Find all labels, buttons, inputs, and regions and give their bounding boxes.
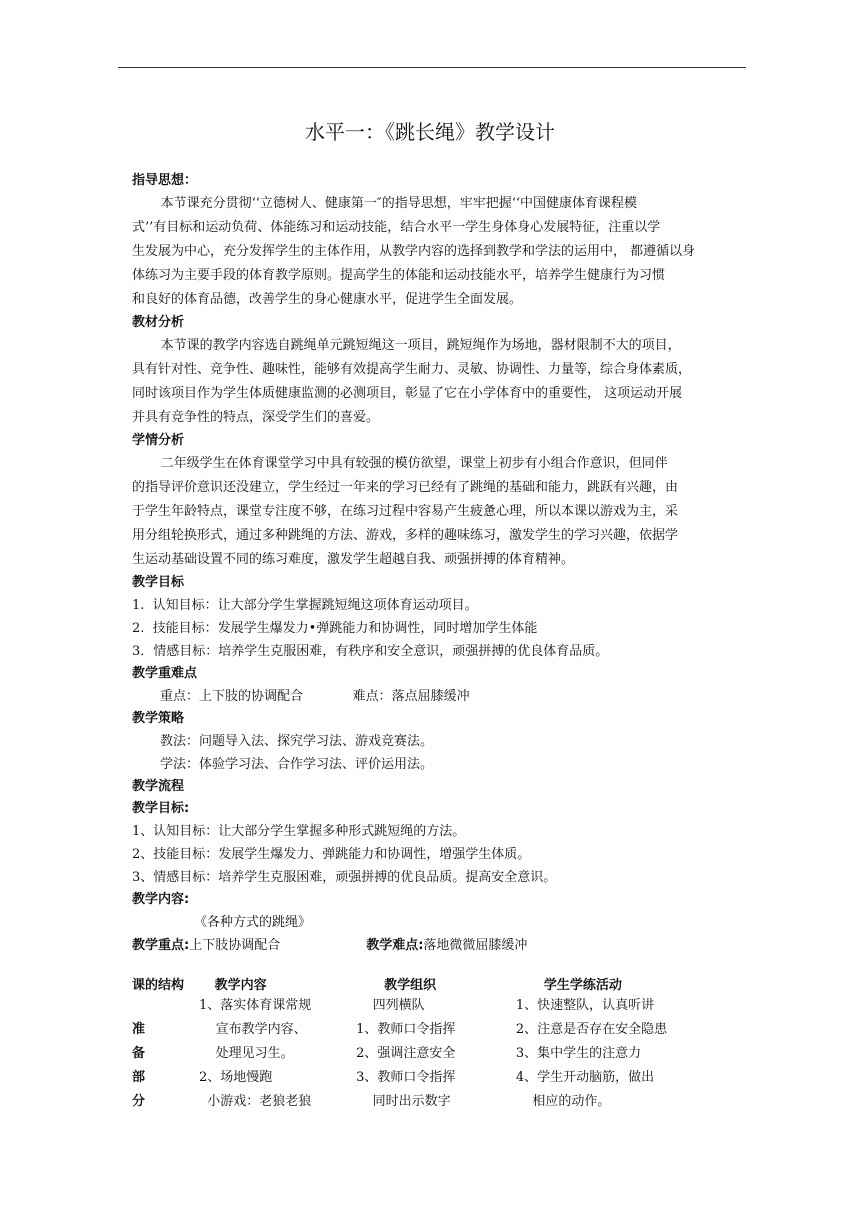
table-header: 课的结构 (132, 977, 185, 993)
table-cell: 3、集中学生的注意力 (515, 1046, 642, 1061)
key-label: 教学重点: (132, 938, 190, 953)
paragraph-line: 同时该项目作为学生体质健康监测的必测项目，彰显了它在小学体育中的重要性， 这项运动开展 (132, 386, 683, 401)
content-value: 《各种方式的跳绳》 (194, 915, 312, 930)
document-body (132, 170, 748, 1114)
table-header: 教学内容 (214, 977, 267, 993)
goal-item: 3．情感目标：培养学生克服困难，有秩序和安全意识，顽强拼搏的优良体育品质。 (132, 644, 609, 659)
strategy-heading: 教学策略 (132, 711, 185, 726)
table-cell (132, 994, 187, 1018)
table-row (132, 994, 748, 1018)
strategy-item: 学法：体验学习法、合作学习法、评价运用法。 (160, 757, 434, 772)
paragraph-line: 二年级学生在体育课堂学习中具有较强的模仿欲望，课堂上初步有小组合作意识，但同伴 (160, 456, 668, 471)
material-paragraph (132, 334, 748, 430)
table-row (132, 1018, 748, 1042)
table-header: 学生学练活动 (543, 977, 622, 993)
table-row (132, 1042, 748, 1066)
table-cell: 小游戏：老狼老狼 (186, 1094, 312, 1109)
goal-item: 1. 认知目标：让大部分学生掌握跳短绳这项体育运动项目。 (132, 598, 478, 613)
guiding-heading: 指导思想： (132, 173, 198, 188)
key-value: 上下肢协调配合 (189, 938, 281, 953)
header-rule (118, 67, 746, 68)
paragraph-line: 并具有竞争性的特点，深受学生们的喜爱。 (132, 410, 380, 425)
paragraph-line: 本节课充分贯彻‘‘立德树人、健康第一″的指导思想，牢牢把握‘‘中国健康体育课程模 (160, 196, 637, 211)
lesson-table (132, 972, 748, 1114)
students-heading: 学情分析 (132, 433, 185, 448)
paragraph-line: 具有针对性、竞争性、趣味性，能够有效提高学生耐力、灵敏、协调性、力量等，综合身体素质， (132, 362, 692, 377)
table-cell: 分 (132, 1094, 146, 1109)
paragraph-line: 体练习为主要手段的体育教学原则。提高学生的体能和运动技能水平，培养学生健康行为习惯 (132, 268, 666, 283)
students-paragraph (132, 452, 748, 572)
table-row (132, 1066, 748, 1090)
table-cell: 3、教师口令指挥 (356, 1070, 456, 1085)
paragraph-line: 式’’有目标和运动负荷、体能练习和运动技能，结合水平一学生身体身心发展特征，注重以学 (132, 220, 661, 235)
table-cell: 备 (132, 1046, 146, 1061)
goal-item: 2、技能目标：发展学生爆发力、弹跳能力和协调性，增强学生体质。 (132, 847, 531, 862)
table-cell: 4、学生开动脑筋，做出 (515, 1070, 655, 1085)
table-cell: 处理见习生。 (186, 1046, 294, 1061)
paragraph-line: 用分组轮换形式，通过多种跳绳的方法、游戏，多样的趣味练习，激发学生的学习兴趣，依据学 (132, 528, 679, 543)
table-header-row (132, 972, 748, 994)
table-header: 教学组织 (384, 977, 437, 993)
table-cell: 1、快速整队，认真听讲 (515, 998, 655, 1013)
table-cell: 同时出示数字 (356, 1094, 451, 1109)
table-cell: 四列横队 (356, 998, 425, 1013)
table-cell: 部 (132, 1070, 146, 1085)
keypoints-heading: 教学重难点 (132, 666, 198, 681)
material-heading: 教材分析 (132, 315, 185, 330)
table-cell: 2、强调注意安全 (356, 1046, 456, 1061)
paragraph-line: 和良好的体育品德，改善学生的身心健康水平，促进学生全面发展。 (132, 292, 523, 307)
table-cell: 相应的动作。 (515, 1094, 611, 1109)
paragraph-line: 生运动基础设置不同的练习难度，激发学生超越自我、顽强拼搏的体育精神。 (132, 552, 575, 567)
goal-item: 2. 技能目标：发展学生爆发力•弹跳能力和协调性，同时增加学生体能 (132, 621, 538, 636)
paragraph-line: 本节课的教学内容选自跳绳单元跳短绳这一项目，跳短绳作为场地，器材限制不大的项目， (160, 338, 681, 353)
paragraph-line: 生发展为中心，充分发挥学生的主体作用，从教学内容的选择到教学和学法的运用中， 都遵循以身 (132, 244, 696, 259)
difficulty-value: 落地微微屈膝缓冲 (423, 938, 528, 953)
goals-heading: 教学目标 (132, 575, 185, 590)
keypoints-line: 重点：上下肢的协调配合 难点：落点屈膝缓冲 (160, 689, 470, 704)
goal-item: 3、情感目标：培养学生克服困难，顽强拼搏的优良品质。提高安全意识。 (132, 870, 557, 885)
table-cell: 1、落实体育课常规 (186, 998, 312, 1013)
strategy-item: 教法：问题导入法、探究学习法、游戏竞赛法。 (160, 734, 434, 749)
paragraph-line: 的指导评价意识还没建立，学生经过一年来的学习已经有了跳绳的基础和能力，跳跃有兴趣，由 (132, 480, 679, 495)
table-cell: 准 (132, 1022, 146, 1037)
goal-item: 1、认知目标：让大部分学生掌握多种形式跳短绳的方法。 (132, 824, 466, 839)
table-cell: 1、教师口令指挥 (356, 1022, 456, 1037)
paragraph-line: 于学生年龄特点，课堂专注度不够，在练习过程中容易产生疲惫心理，所以本课以游戏为主，采 (132, 504, 679, 519)
flow-heading: 教学流程 (132, 779, 185, 794)
key-difficulty-row (132, 934, 748, 958)
guiding-paragraph (132, 192, 748, 312)
page-title: 水平一：《跳长绳》教学设计 (305, 120, 555, 144)
difficulty-label: 教学难点: (366, 938, 424, 953)
table-row (132, 1090, 748, 1114)
goals2-heading: 教学目标: (132, 801, 190, 816)
table-cell: 宣布教学内容、 (186, 1022, 307, 1037)
table-cell: 2、场地慢跑 (186, 1070, 273, 1085)
table-cell: 2、注意是否存在安全隐患 (515, 1022, 668, 1037)
content-heading: 教学内容: (132, 892, 190, 907)
